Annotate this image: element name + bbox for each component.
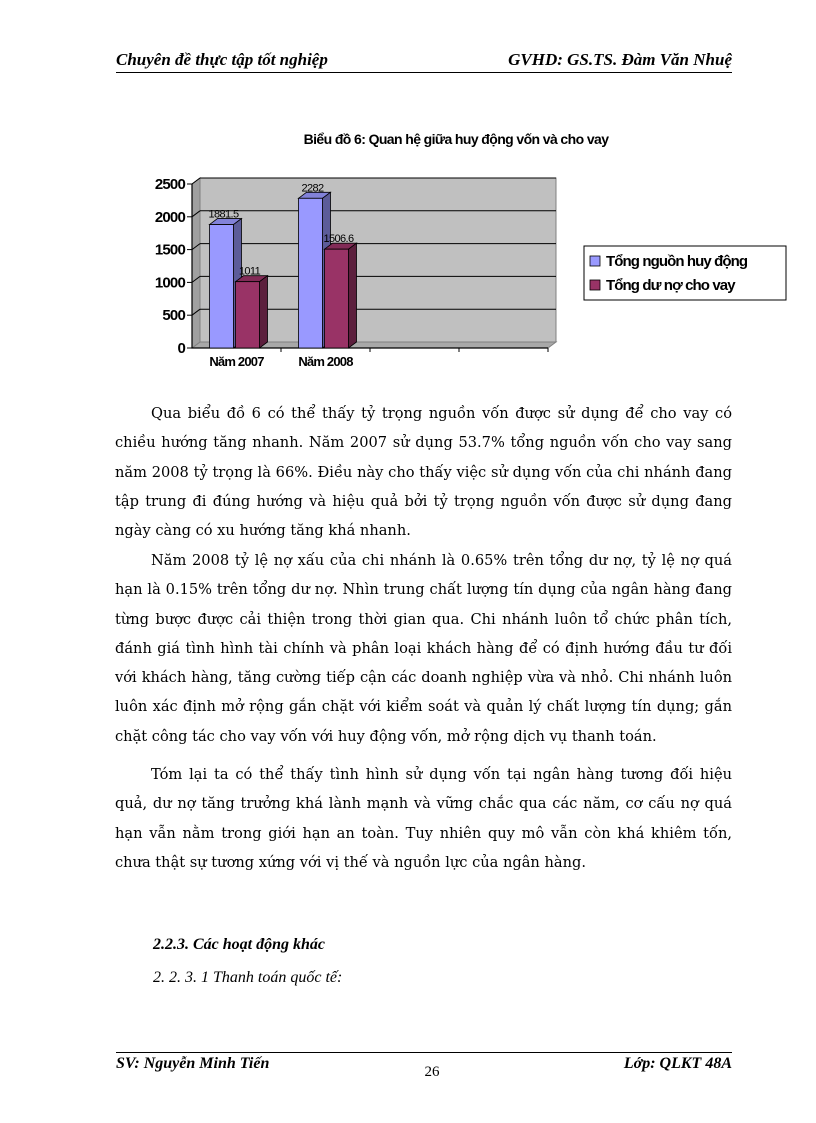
y-tick-label: 0 [177,340,185,357]
legend-swatch [590,256,600,266]
paragraph-3: Tóm lại ta có thể thấy tình hình sử dụng vốn tại ngân hàng tương đối hiệu quả, dư nợ tăng trưởng khá lành mạnh và vững chắc qua các năm, cơ cấu nợ quá hạn vẫn nằm trong giới hạn an toàn. Tuy nhiên quy mô vẫn còn khá khiêm tốn, chưa thật sự tương xứng với vị thế và nguồn lực của ngân hàng. [115,766,732,871]
y-tick-label: 1500 [154,241,185,259]
paragraph-1: Qua biểu đồ 6 có thể thấy tỷ trọng nguồn vốn được sử dụng để cho vay có chiều hướng tăng nhanh. Năm 2007 sử dụng 53.7% tổng nguồn vốn cho vay sang năm 2008 tỷ trọng là 66%. Điều này cho thấy việc sử dụng vốn của chi nhánh đang tập trung đi đúng hướng và hiệu quả bởi tỷ trọng nguồn vốn được sử dụng đang ngày càng có xu hướng tăng khá nhanh. [115,405,732,540]
bar [299,198,323,348]
header-document-title: Chuyên đề thực tập tốt nghiệp [116,50,328,69]
paragraph-2: Năm 2008 tỷ lệ nợ xấu của chi nhánh là 0.65% trên tổng dư nợ, tỷ lệ nợ quá hạn là 0.15% trên tổng dư nợ. Nhìn trung chất lượng tín dụng của ngân hàng đang từng bược được cải thiện trong thời gian qua. Chi nhánh luôn tổ chức phân tích, đánh giá tình hình tài chính và phân loại khách hàng để có định hướng đầu tư đối với khách hàng, tăng cường tiếp cận các doanh nghiệp vừa và nhỏ. Chi nhánh luôn luôn xác định mở rộng gắn chặt với kiểm soát và quản lý chất lượng tín dụng; gắn chặt công tác cho vay vốn với huy động vốn, mở rộng dịch vụ thanh toán. [115,552,732,745]
legend-label: Tổng dư nợ cho vay [606,277,735,294]
bar-chart [140,170,748,380]
header-advisor: GVHD: GS.TS. Đàm Văn Nhuệ [508,50,732,69]
data-label: 1881.5 [208,208,239,221]
bar-side [349,243,357,348]
footer-divider [116,1052,732,1053]
y-tick-label: 500 [162,307,185,325]
y-tick-label: 1000 [154,274,185,292]
chart-title: Biểu đồ 6: Quan hệ giữa huy động vốn và cho vay [303,131,609,147]
page-number: 26 [424,1064,440,1080]
header-divider [116,72,732,73]
subsection-heading: 2. 2. 3. 1 Thanh toán quốc tế: [153,969,343,986]
y-tick-label: 2000 [154,208,185,226]
bar [325,249,349,348]
section-heading: 2.2.3. Các hoạt động khác [153,936,326,953]
data-label: 1011 [238,265,261,278]
legend-label: Tổng nguồn huy động [606,253,748,270]
data-label: 1506.6 [323,233,354,246]
data-label: 2282 [301,182,324,195]
bar [236,282,260,348]
x-tick-label: Năm 2008 [298,354,353,369]
chart-side-wall [192,178,200,348]
legend-swatch [590,280,600,290]
footer-student: SV: Nguyễn Minh Tiến [116,1055,270,1072]
page-header [116,50,732,72]
y-tick-label: 2500 [154,176,185,193]
bar [210,225,234,348]
x-tick-label: Năm 2007 [209,354,264,369]
footer-class: Lớp: QLKT 48A [623,1055,732,1072]
bar-side [260,276,268,348]
